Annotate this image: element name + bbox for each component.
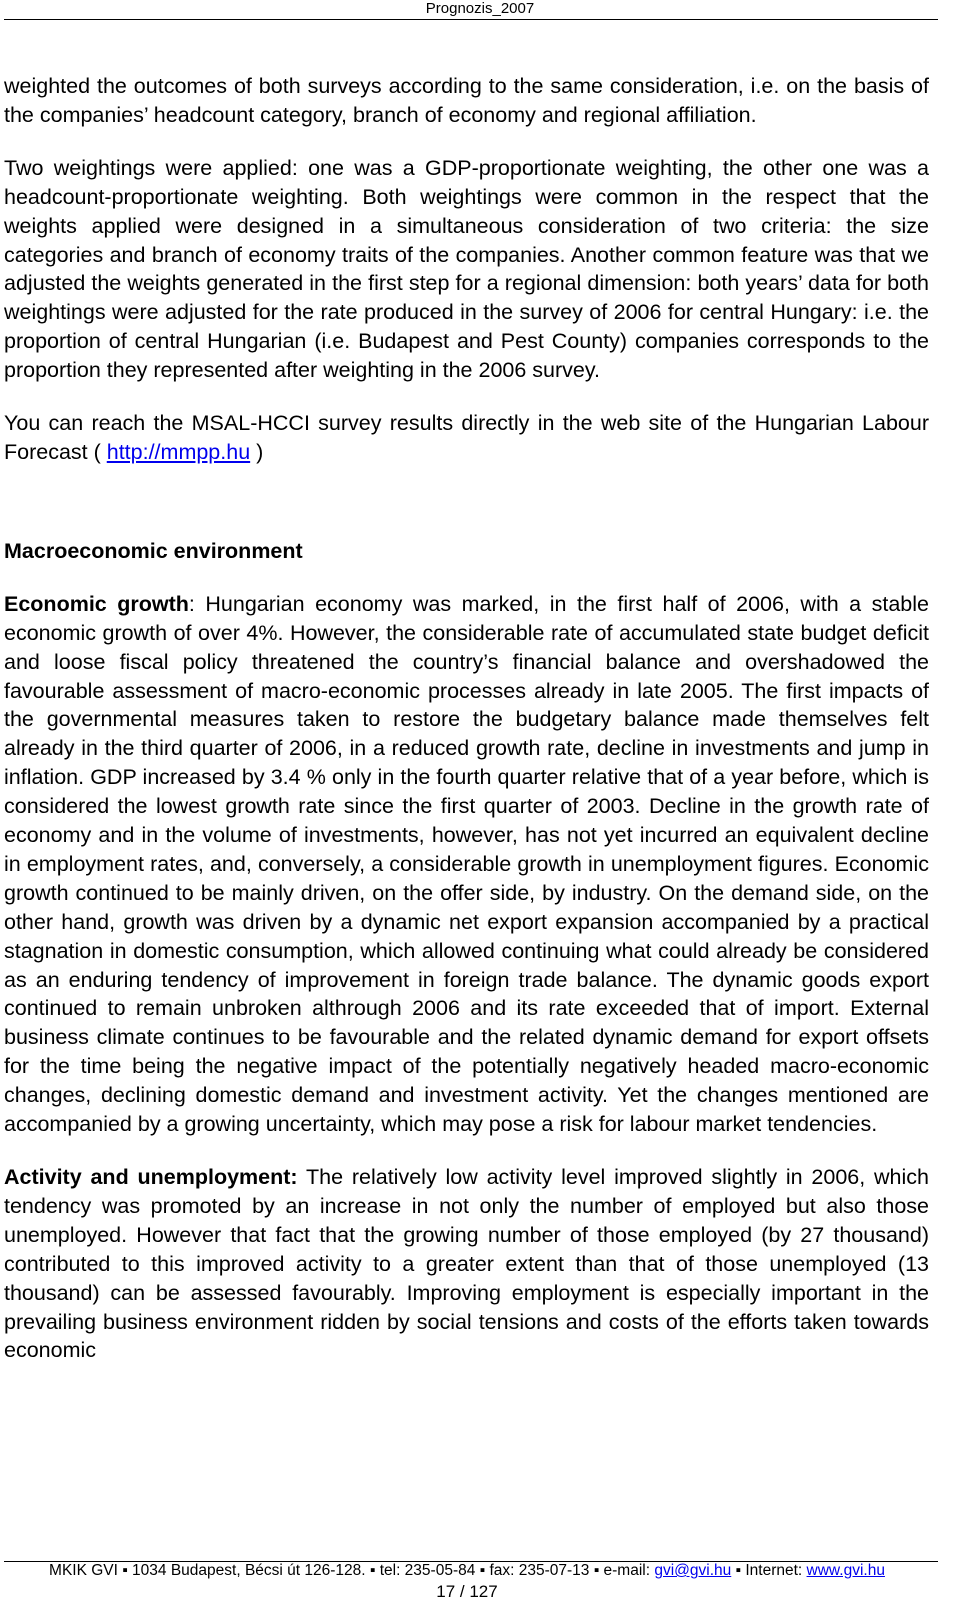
paragraph-activity-unemployment	[4, 1163, 929, 1365]
economic-growth-lead: Economic growth	[4, 591, 189, 616]
page-footer	[0, 1562, 934, 1580]
footer-internet-label: ▪ Internet:	[731, 1562, 807, 1579]
survey-results-closing: )	[250, 439, 264, 464]
section-heading: Macroeconomic environment	[4, 538, 303, 563]
footer-website-link[interactable]: www.gvi.hu	[806, 1562, 885, 1579]
page-header	[0, 0, 960, 20]
footer-address: MKIK GVI ▪ 1034 Budapest, Bécsi út 126-128. ▪ tel: 235-05-84 ▪ fax: 235-07-13 ▪ e-mail:	[49, 1562, 655, 1579]
document-title: Prognozis_2007	[425, 0, 535, 17]
survey-results-text: You can reach the MSAL-HCCI survey results directly in the web site of the Hungarian Labour Forecast (	[4, 411, 929, 464]
paragraph-weighting-intro: weighted the outcomes of both surveys according to the same consideration, i.e. on the basis of the companies’ headcount category, branch of economy and regional affiliation.	[4, 74, 929, 127]
forecast-website-link[interactable]: http://mmpp.hu	[106, 439, 251, 464]
footer-email-link[interactable]: gvi@gvi.hu	[654, 1562, 732, 1579]
header-divider	[4, 19, 938, 20]
economic-growth-text: : Hungarian economy was marked, in the first half of 2006, with a stable economic growth of over 4%. However, the considerable rate of accumulated state budget deficit and loose fiscal policy threatened the country’s financial balance and overshadowed the favourable assessment of macro-economic processes already in late 2005. The first impacts of the governmental measures taken to restore the budgetary balance made themselves felt already in the third quarter of 2006, in a reduced growth rate, decline in investments and jump in inflation. GDP increased by 3.4 % only in the fourth quarter relative that of a year before, which is considered the lowest growth rate since the first quarter of 2003. Decline in the growth rate of economy and in the volume of investments, however, has not yet incurred an equivalent decline in employment rates, and, conversely, a considerable growth in unemployment figures. Economic growth continued to be mainly driven, on the offer side, by industry. On the demand side, on the other hand, growth was driven by a dynamic net export expansion accompanied by a practical stagnation in domestic consumption, which allowed continuing what could already be considered as an enduring tendency of improvement in foreign trade balance. The dynamic goods export continued to remain unbroken althrough 2006 and its rate exceeded that of import. External business climate continues to be favourable and the related dynamic demand for export offsets for the time being the negative impact of the potentially negatively headed macro-economic changes, declining domestic demand and investment activity. Yet the changes mentioned are accompanied by a growing uncertainty, which may pose a risk for labour market tendencies.	[4, 591, 929, 1137]
paragraph-weightings: Two weightings were applied: one was a GDP-proportionate weighting, the other one was a headcount-proportionate weighting. Both weightings were common in the respect that the weights applied were designed in a simultaneous consideration of two criteria: the size categories and branch of economy traits of the companies. Another common feature was that we adjusted the weights generated in the first step for a regional dimension: both years’ data for both weightings were adjusted for the rate produced in the survey of 2006 for central Hungary: i.e. the proportion of central Hungarian (i.e. Budapest and Pest County) companies corresponds to the proportion they represented after weighting in the 2006 survey.	[4, 155, 929, 383]
activity-unemployment-text: The relatively low activity level improved slightly in 2006, which tendency was promoted by an increase in not only the number of employed but also those unemployed. However that fact that the growing number of those employed (by 27 thousand) contributed to this improved activity to a greater extent than that of those unemployed (13 thousand) can be assessed favourably. Improving employment is especially important in the prevailing business environment ridden by social tensions and costs of the efforts taken towards economic	[4, 1165, 929, 1363]
activity-unemployment-lead: Activity and unemployment:	[4, 1165, 298, 1189]
paragraph-survey-results	[4, 409, 929, 467]
paragraph-economic-growth	[4, 590, 929, 1139]
document-body	[4, 72, 929, 1365]
page-number: 17 / 127	[436, 1582, 498, 1601]
